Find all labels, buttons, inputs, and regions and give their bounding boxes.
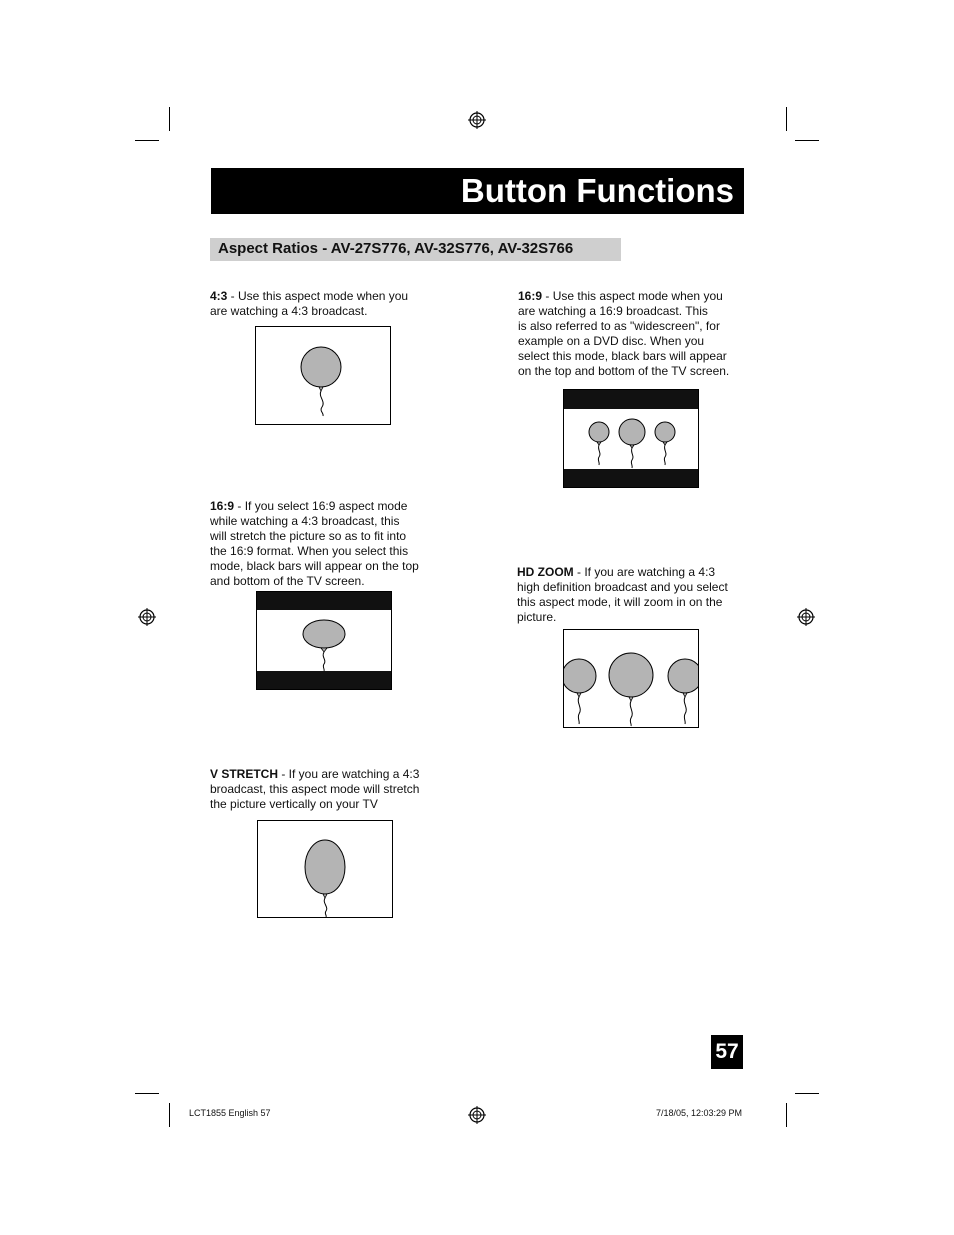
section-heading: Aspect Ratios - AV-27S776, AV-32S776, AV-32S766	[218, 240, 574, 257]
mode-description-v-stretch: V STRETCH - If you are watching a 4:3 broadcast, this aspect mode will stretch the picture vertically on your TV	[210, 767, 420, 811]
screen-illustration-16-9-widescreen	[563, 389, 699, 488]
footer-timestamp: 7/18/05, 12:03:29 PM	[655, 1108, 742, 1118]
crop-mark	[169, 107, 170, 131]
crop-mark	[135, 140, 159, 141]
section-heading-bar	[210, 238, 621, 261]
page-title: Button Functions	[460, 172, 734, 209]
crop-mark	[795, 1093, 819, 1094]
mode-description-4-3: 4:3 - Use this aspect mode when you are watching a 4:3 broadcast.	[210, 289, 409, 318]
footer-file-info: LCT1855 English 57	[189, 1108, 271, 1118]
registration-mark-icon	[797, 608, 815, 626]
page-title-bar	[211, 168, 744, 214]
crop-mark	[169, 1103, 170, 1127]
crop-mark	[135, 1093, 159, 1094]
screen-illustration-4-3	[255, 326, 391, 425]
registration-mark-icon	[468, 111, 486, 129]
screen-illustration-hd-zoom	[563, 629, 699, 728]
registration-mark-icon	[468, 1106, 486, 1124]
page-number: 57	[711, 1035, 743, 1069]
mode-description-16-9-stretch: 16:9 - If you select 16:9 aspect mode while watching a 4:3 broadcast, this will stretch the picture so as to fit into the 16:9 format. When you select this mode, black bars will appear on the top and bottom of the TV screen.	[210, 499, 419, 588]
screen-illustration-16-9-stretch	[256, 591, 392, 690]
crop-mark	[795, 140, 819, 141]
screen-illustration-v-stretch	[257, 820, 393, 918]
crop-mark	[786, 1103, 787, 1127]
mode-description-hd-zoom: HD ZOOM - If you are watching a 4:3 high definition broadcast and you select this aspect mode, it will zoom in on the picture.	[517, 565, 728, 624]
registration-mark-icon	[138, 608, 156, 626]
mode-description-16-9-widescreen: 16:9 - Use this aspect mode when you are watching a 16:9 broadcast. This is also referred to as "widescreen", for example on a DVD disc. When you select this mode, black bars will appear on the top and bottom of the TV screen.	[518, 289, 730, 378]
crop-mark	[786, 107, 787, 131]
